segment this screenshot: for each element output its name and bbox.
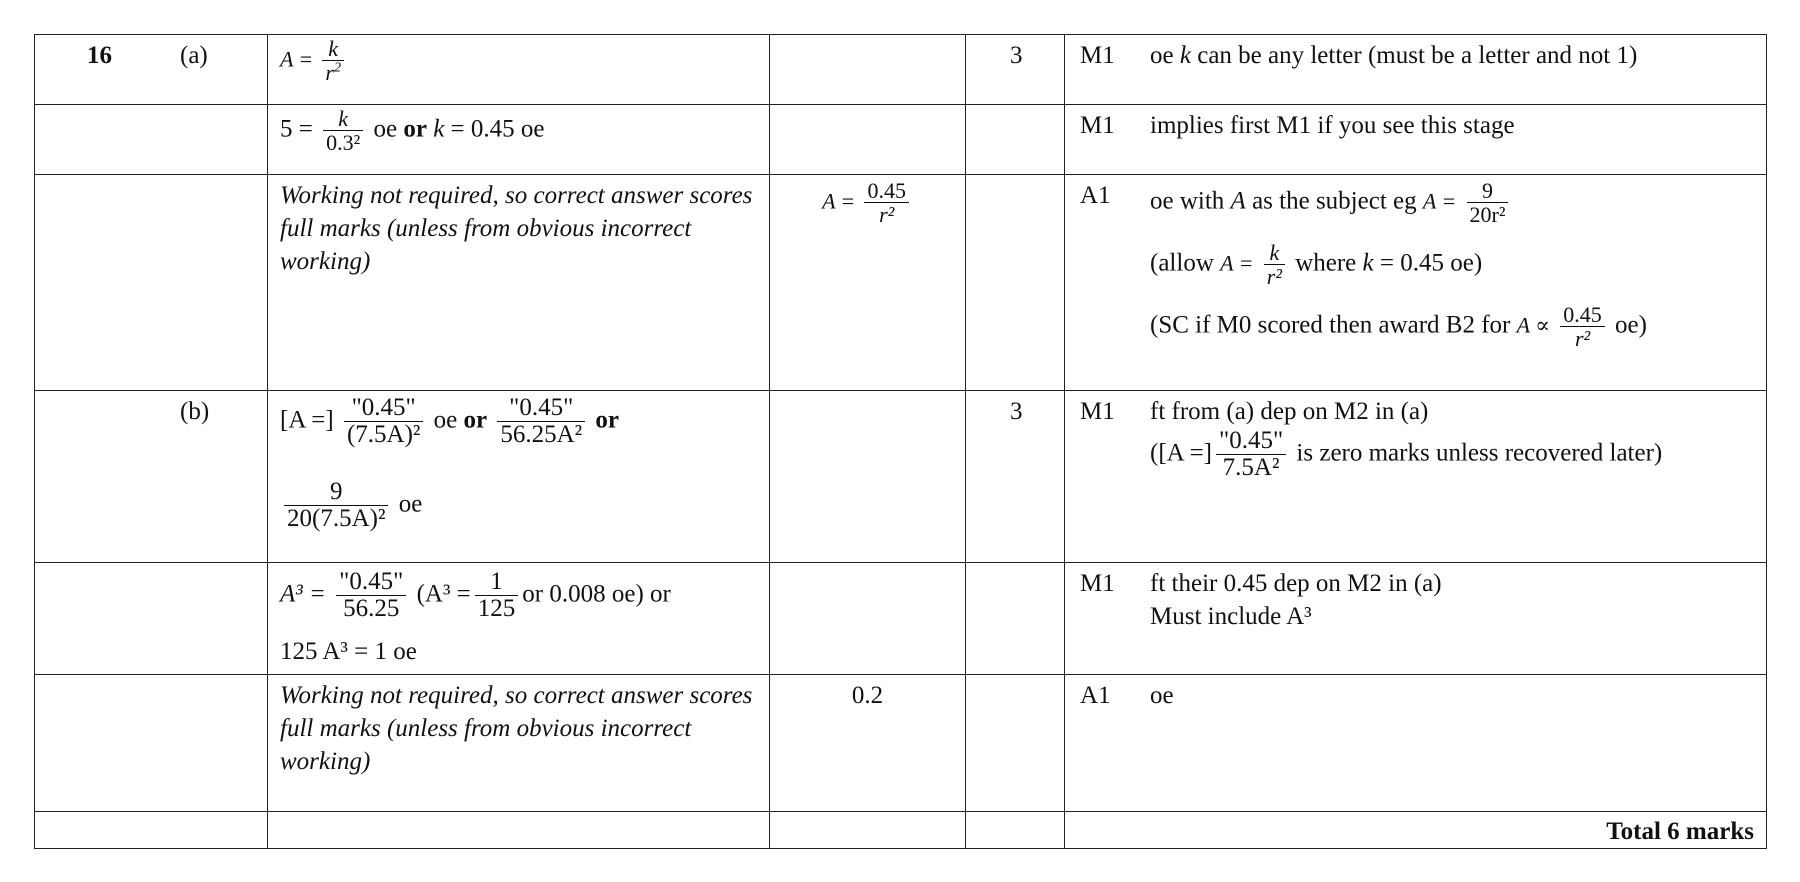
table-row xyxy=(35,175,1767,391)
notes-cell xyxy=(1065,105,1767,175)
mark-code: M1 xyxy=(1080,112,1115,139)
marks-cell xyxy=(966,391,1065,563)
question-cell xyxy=(35,35,268,105)
answer-cell xyxy=(770,675,966,812)
mark-code: M1 xyxy=(1080,42,1115,69)
mark-note: implies first M1 if you see this stage xyxy=(1150,112,1515,139)
table-row xyxy=(35,105,1767,175)
marks-value: 3 xyxy=(1010,398,1023,425)
working-cell xyxy=(268,391,770,563)
working-not-required-text: Working not required, so correct answer scores full marks (unless from obvious incorrect working) xyxy=(280,682,753,775)
working-cell xyxy=(268,675,770,812)
table-row xyxy=(35,391,1767,563)
mark-code: A1 xyxy=(1080,682,1111,709)
answer-value: 0.2 xyxy=(851,682,884,709)
mark-code: M1 xyxy=(1080,570,1115,597)
mark-note: oe xyxy=(1150,682,1174,709)
working-cell xyxy=(268,175,770,391)
working-not-required-text: Working not required, so correct answer scores full marks (unless from obvious incorrect working) xyxy=(280,182,753,275)
working-cell xyxy=(268,35,770,105)
mark-note: oe k can be any letter (must be a letter and not 1) xyxy=(1150,42,1638,69)
working-line: [A =] $\frac{"0.45"}{\text{(7.5A)²}}$ oe or $\frac{"0.45"}{\text{56.25A²}}$ or $\frac{9}{\text{20(7.5A)²}}$ oe xyxy=(280,394,620,533)
mark-note: ft from (a) dep on M2 in (a) ([A =] $\frac{"0.45"}{\text{7.5A²}}$ is zero marks unless recovered later) xyxy=(1150,398,1663,482)
working-formula: A = $\frac{k}{r^2}$ xyxy=(268,35,769,84)
notes-cell xyxy=(1065,175,1767,391)
mark-note: oe with A as the subject eg A = $\frac{9}{\text{20r²}}$ (allow A = $\frac{k}{\text{r²}}$ where k = 0.45 oe) (SC if M0 scored then award B2 for A ∝ $\frac{0.45}{\text{r²}}$ oe) xyxy=(1150,178,1647,352)
working-cell xyxy=(268,563,770,675)
notes-cell xyxy=(1065,563,1767,675)
mark-code: M1 xyxy=(1080,398,1115,425)
working-cell xyxy=(268,105,770,175)
marks-cell xyxy=(966,35,1065,105)
table-row xyxy=(35,563,1767,675)
total-marks: Total 6 marks xyxy=(1606,818,1754,845)
notes-cell xyxy=(1065,391,1767,563)
mark-code: A1 xyxy=(1080,182,1111,209)
part-b-label: (b) xyxy=(180,398,210,425)
question-number: 16 xyxy=(87,42,112,69)
answer-value: A = $\frac{0.45}{\text{r²}}$ xyxy=(770,175,965,226)
part-a-label: (a) xyxy=(180,42,208,69)
total-cell xyxy=(1065,812,1767,849)
working-line: 5 = $\frac{k}{\text{0.3²}}$ oe or k = 0.45 oe xyxy=(280,106,545,156)
table-row xyxy=(35,35,1767,105)
marks-value: 3 xyxy=(1010,42,1023,69)
table-row xyxy=(35,675,1767,812)
mark-scheme-table xyxy=(34,34,1767,849)
answer-cell xyxy=(770,35,966,105)
mark-note: ft their 0.45 dep on M2 in (a) Must include A³ xyxy=(1150,570,1442,630)
question-cell xyxy=(35,391,268,563)
notes-cell xyxy=(1065,675,1767,812)
answer-cell xyxy=(770,175,966,391)
working-line: A³ = $\frac{"0.45"}{56.25}$ (A³ = $\frac{1}{125}$ or 0.008 oe) or 125 A³ = 1 oe xyxy=(280,568,671,665)
notes-cell xyxy=(1065,35,1767,105)
table-row xyxy=(35,812,1767,849)
